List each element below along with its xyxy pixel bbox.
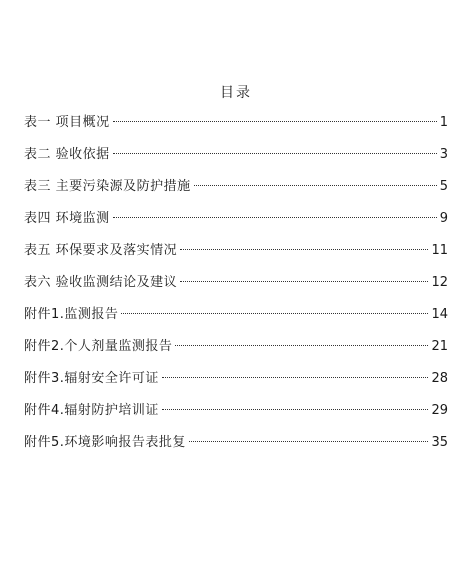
toc-entry: [24, 240, 448, 272]
toc-entry-label: 附件1.监测报告: [24, 307, 119, 322]
toc-entry-label: 附件3.辐射安全许可证: [24, 371, 159, 386]
toc-entry-page: 11: [431, 243, 448, 258]
dot-leader: [121, 313, 428, 314]
toc-entry: [24, 144, 448, 176]
toc-entry-label: 附件2.个人剂量监测报告: [24, 339, 173, 354]
toc-entry: [24, 112, 448, 144]
toc-entry: [24, 304, 448, 336]
toc-entry: [24, 176, 448, 208]
toc-entry: [24, 208, 448, 240]
toc-entry-label: 表三 主要污染源及防护措施: [24, 179, 191, 194]
toc-entry-page: 3: [439, 147, 448, 162]
toc-entry-label: 表六 验收监测结论及建议: [24, 275, 178, 290]
toc-entry: [24, 432, 448, 464]
dot-leader: [113, 217, 437, 218]
dot-leader: [113, 153, 437, 154]
dot-leader: [180, 249, 428, 250]
dot-leader: [194, 185, 437, 186]
dot-leader: [175, 345, 428, 346]
dot-leader: [189, 441, 429, 442]
toc-entry-page: 21: [431, 339, 448, 354]
toc-entry-label: 附件4.辐射防护培训证: [24, 403, 159, 418]
toc-entry-label: 附件5.环境影响报告表批复: [24, 435, 186, 450]
dot-leader: [180, 281, 428, 282]
toc-entry-page: 9: [439, 211, 448, 226]
toc-entry-page: 5: [439, 179, 448, 194]
toc-entry: [24, 336, 448, 368]
toc-entry: [24, 400, 448, 432]
toc-entry-label: 表一 项目概况: [24, 115, 110, 130]
toc-entry-page: 28: [431, 371, 448, 386]
toc-entry-page: 35: [431, 435, 448, 450]
toc-entry: [24, 272, 448, 304]
toc-entry-page: 14: [431, 307, 448, 322]
toc-entry-page: 29: [431, 403, 448, 418]
dot-leader: [162, 377, 429, 378]
toc-list: [24, 112, 448, 464]
toc-entry-label: 表二 验收依据: [24, 147, 110, 162]
toc-entry-label: 表五 环保要求及落实情况: [24, 243, 178, 258]
dot-leader: [113, 121, 437, 122]
toc-entry-page: 12: [431, 275, 448, 290]
toc-entry-label: 表四 环境监测: [24, 211, 110, 226]
toc-entry-page: 1: [439, 115, 448, 130]
dot-leader: [162, 409, 429, 410]
toc-title: 目录: [220, 85, 252, 101]
toc-entry: [24, 368, 448, 400]
